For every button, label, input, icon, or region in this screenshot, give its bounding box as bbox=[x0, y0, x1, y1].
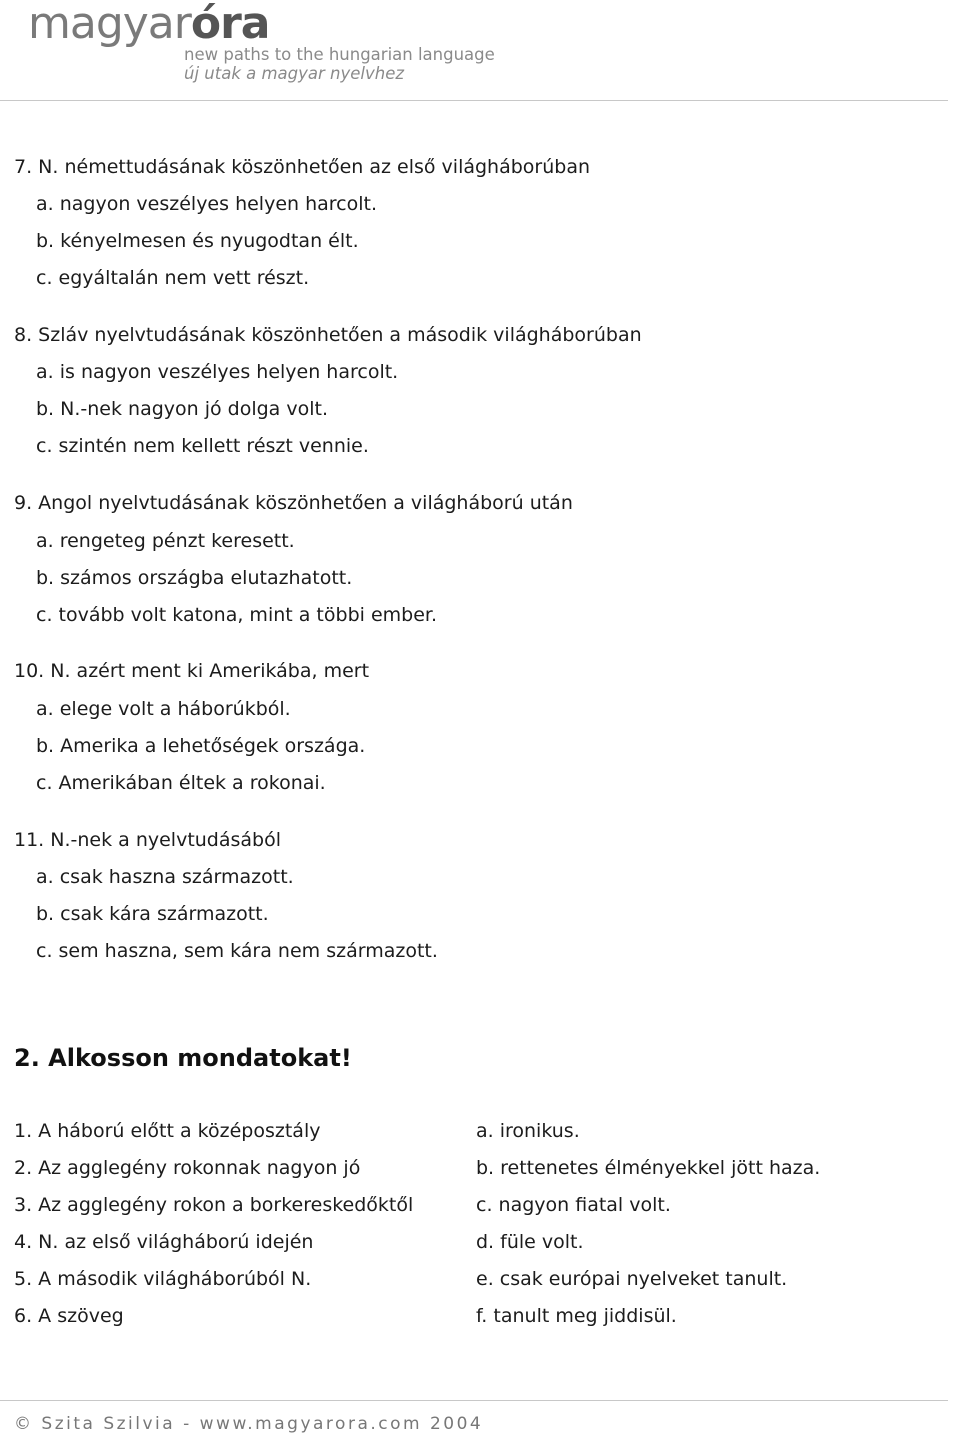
question-7-option-c: c. egyáltalán nem vett részt. bbox=[36, 267, 310, 289]
question-11: 11. N.-nek a nyelvtudásából bbox=[14, 829, 282, 851]
match-right-d: d. füle volt. bbox=[476, 1231, 584, 1253]
footer-divider bbox=[0, 1400, 948, 1401]
question-8-option-a: a. is nagyon veszélyes helyen harcolt. bbox=[36, 361, 399, 383]
match-right-a: a. ironikus. bbox=[476, 1120, 580, 1142]
question-7: 7. N. némettudásának köszönhetően az első világháborúban bbox=[14, 156, 591, 178]
question-10-option-c: c. Amerikában éltek a rokonai. bbox=[36, 772, 326, 794]
match-left-1: 1. A háború előtt a középosztály bbox=[14, 1120, 321, 1142]
question-11-option-b: b. csak kára származott. bbox=[36, 903, 269, 925]
question-10-option-b: b. Amerika a lehetőségek országa. bbox=[36, 735, 366, 757]
magyarora-logo bbox=[28, 0, 548, 95]
match-left-4: 4. N. az első világháború idején bbox=[14, 1231, 314, 1253]
question-9-option-b: b. számos országba elutazhatott. bbox=[36, 567, 353, 589]
match-right-c: c. nagyon fiatal volt. bbox=[476, 1194, 671, 1216]
match-left-5: 5. A második világháborúból N. bbox=[14, 1268, 312, 1290]
question-8: 8. Szláv nyelvtudásának köszönhetően a második világháborúban bbox=[14, 324, 642, 346]
question-7-option-b: b. kényelmesen és nyugodtan élt. bbox=[36, 230, 359, 252]
question-8-option-c: c. szintén nem kellett részt vennie. bbox=[36, 435, 369, 457]
match-left-6: 6. A szöveg bbox=[14, 1305, 124, 1327]
question-11-option-c: c. sem haszna, sem kára nem származott. bbox=[36, 940, 438, 962]
question-9-option-a: a. rengeteg pénzt keresett. bbox=[36, 530, 295, 552]
match-right-f: f. tanult meg jiddisül. bbox=[476, 1305, 677, 1327]
question-9-option-c: c. tovább volt katona, mint a többi ember. bbox=[36, 604, 438, 626]
logo-wordmark: magyaróra bbox=[28, 0, 270, 49]
logo-tagline-hu: új utak a magyar nyelvhez bbox=[184, 64, 405, 83]
question-9: 9. Angol nyelvtudásának köszönhetően a világháború után bbox=[14, 492, 573, 514]
question-11-option-a: a. csak haszna származott. bbox=[36, 866, 294, 888]
question-10-option-a: a. elege volt a háborúkból. bbox=[36, 698, 291, 720]
match-left-3: 3. Az agglegény rokon a borkereskedőktől bbox=[14, 1194, 414, 1216]
logo-tagline-en: new paths to the hungarian language bbox=[184, 45, 495, 64]
question-7-option-a: a. nagyon veszélyes helyen harcolt. bbox=[36, 193, 378, 215]
match-right-e: e. csak európai nyelveket tanult. bbox=[476, 1268, 788, 1290]
question-10: 10. N. azért ment ki Amerikába, mert bbox=[14, 660, 370, 682]
match-right-b: b. rettenetes élményekkel jött haza. bbox=[476, 1157, 821, 1179]
footer-copyright: © Szita Szilvia - www.magyarora.com 2004 bbox=[14, 1414, 484, 1434]
section-2-title: 2. Alkosson mondatokat! bbox=[14, 1044, 352, 1072]
question-8-option-b: b. N.-nek nagyon jó dolga volt. bbox=[36, 398, 329, 420]
match-left-2: 2. Az agglegény rokonnak nagyon jó bbox=[14, 1157, 361, 1179]
header-divider bbox=[0, 100, 948, 101]
